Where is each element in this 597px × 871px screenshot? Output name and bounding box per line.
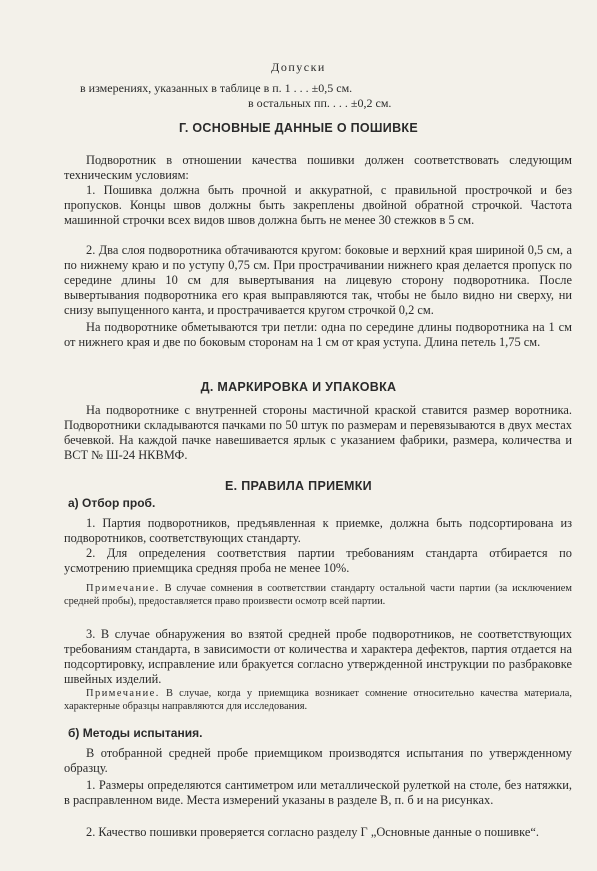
section-d-paragraph-1: На подворотнике с внутренней стороны мастичной краской ставится размер воротника. Подворотники складываются пачками по 50 штук по размерам и перевязываются в двух местах бечевкой. На каждой пачке навешивается ярлык с указанием фабрики, размера, количества и ВСТ № Ш-24 НКВМФ. bbox=[64, 403, 572, 462]
section-e-note-1 bbox=[64, 582, 572, 608]
section-d-title: Д. МАРКИРОВКА И УПАКОВКА bbox=[200, 380, 397, 394]
section-e-paragraph-1: 1. Партия подворотников, предъявленная к приемке, должна быть подсортирована из подворотников, соответствующих стандарту. bbox=[64, 516, 572, 545]
section-e-paragraph-5: 1. Размеры определяются сантиметром или металлической рулеткой на столе, без натяжки, в расправленном виде. Места измерений указаны в разделе В, п. б и на рисунках. bbox=[64, 778, 572, 807]
tolerance-line-2: в остальных пп. . . . ±0,2 см. bbox=[248, 96, 392, 110]
section-e-subtitle-a: а) Отбор проб. bbox=[68, 496, 156, 510]
note-1-text: В случае сомнения в соответствии стандарту остальной части партии (за исключением средней пробы), предоставляется право произвести осмотр всей партии. bbox=[64, 583, 572, 607]
section-g-title: Г. ОСНОВНЫЕ ДАННЫЕ О ПОШИВКЕ bbox=[179, 121, 418, 135]
note-1-label: Примечание. bbox=[86, 583, 160, 594]
section-g-paragraph-4: На подворотнике обметываются три петли: одна по середине длины подворотника на 1 см от нижнего края и две по боковым сторонам на 1 см от края уступа. Длина петель 1,75 см. bbox=[64, 320, 572, 349]
section-e-paragraph-6: 2. Качество пошивки проверяется согласно разделу Г „Основные данные о пошивке“. bbox=[86, 825, 539, 839]
section-g-paragraph-3: 2. Два слоя подворотника обтачиваются кругом: боковые и верхний края шириной 0,5 см, а по нижнему краю и по уступу 0,75 см. При прострачивании нижнего края делается пропуск по середине длины 10 см для вывертывания на лицевую сторону подворотника. После вывертывания подворотника его края выправляются так, чтобы не было видно ни сверху, ни снизу выпущенного канта, и прострачивается кругом строчкой 0,2 см. bbox=[64, 243, 572, 317]
section-e-subtitle-b: б) Методы испытания. bbox=[68, 726, 203, 740]
section-e-paragraph-2: 2. Для определения соответствия партии требованиям стандарта отбирается по усмотрению приемщика средняя проба не менее 10%. bbox=[64, 546, 572, 575]
section-e-title: Е. ПРАВИЛА ПРИЕМКИ bbox=[225, 479, 372, 493]
section-e-paragraph-3: 3. В случае обнаружения во взятой средней пробе подворотников, не соответствующих требованиям стандарта, в зависимости от количества и характера дефектов, партия отдается на подсортировку, исправление или бракуется согласно утвержденной инструкции по разбраковке швейных изделий. bbox=[64, 627, 572, 686]
note-2-text: В случае, когда у приемщика возникает сомнение относительно качества материала, характерные образцы направляются для исследования. bbox=[64, 688, 572, 712]
section-e-note-2 bbox=[64, 687, 572, 713]
section-g-paragraph-1: Подворотник в отношении качества пошивки должен соответствовать следующим техническим условиям: bbox=[64, 153, 572, 182]
tolerances-title: Допуски bbox=[271, 60, 326, 74]
section-g-paragraph-2: 1. Пошивка должна быть прочной и аккуратной, с правильной прострочкой и без пропусков. Концы швов должны быть закреплены двойной обратной строчкой. Частота машинной строчки всех видов швов должна быть не менее 30 стежков в 5 см. bbox=[64, 183, 572, 227]
tolerance-line-1: в измерениях, указанных в таблице в п. 1 . . . ±0,5 см. bbox=[80, 81, 353, 95]
section-e-paragraph-4: В отобранной средней пробе приемщиком производятся испытания по утвержденному образцу. bbox=[64, 746, 572, 775]
note-2-label: Примечание. bbox=[86, 688, 160, 699]
